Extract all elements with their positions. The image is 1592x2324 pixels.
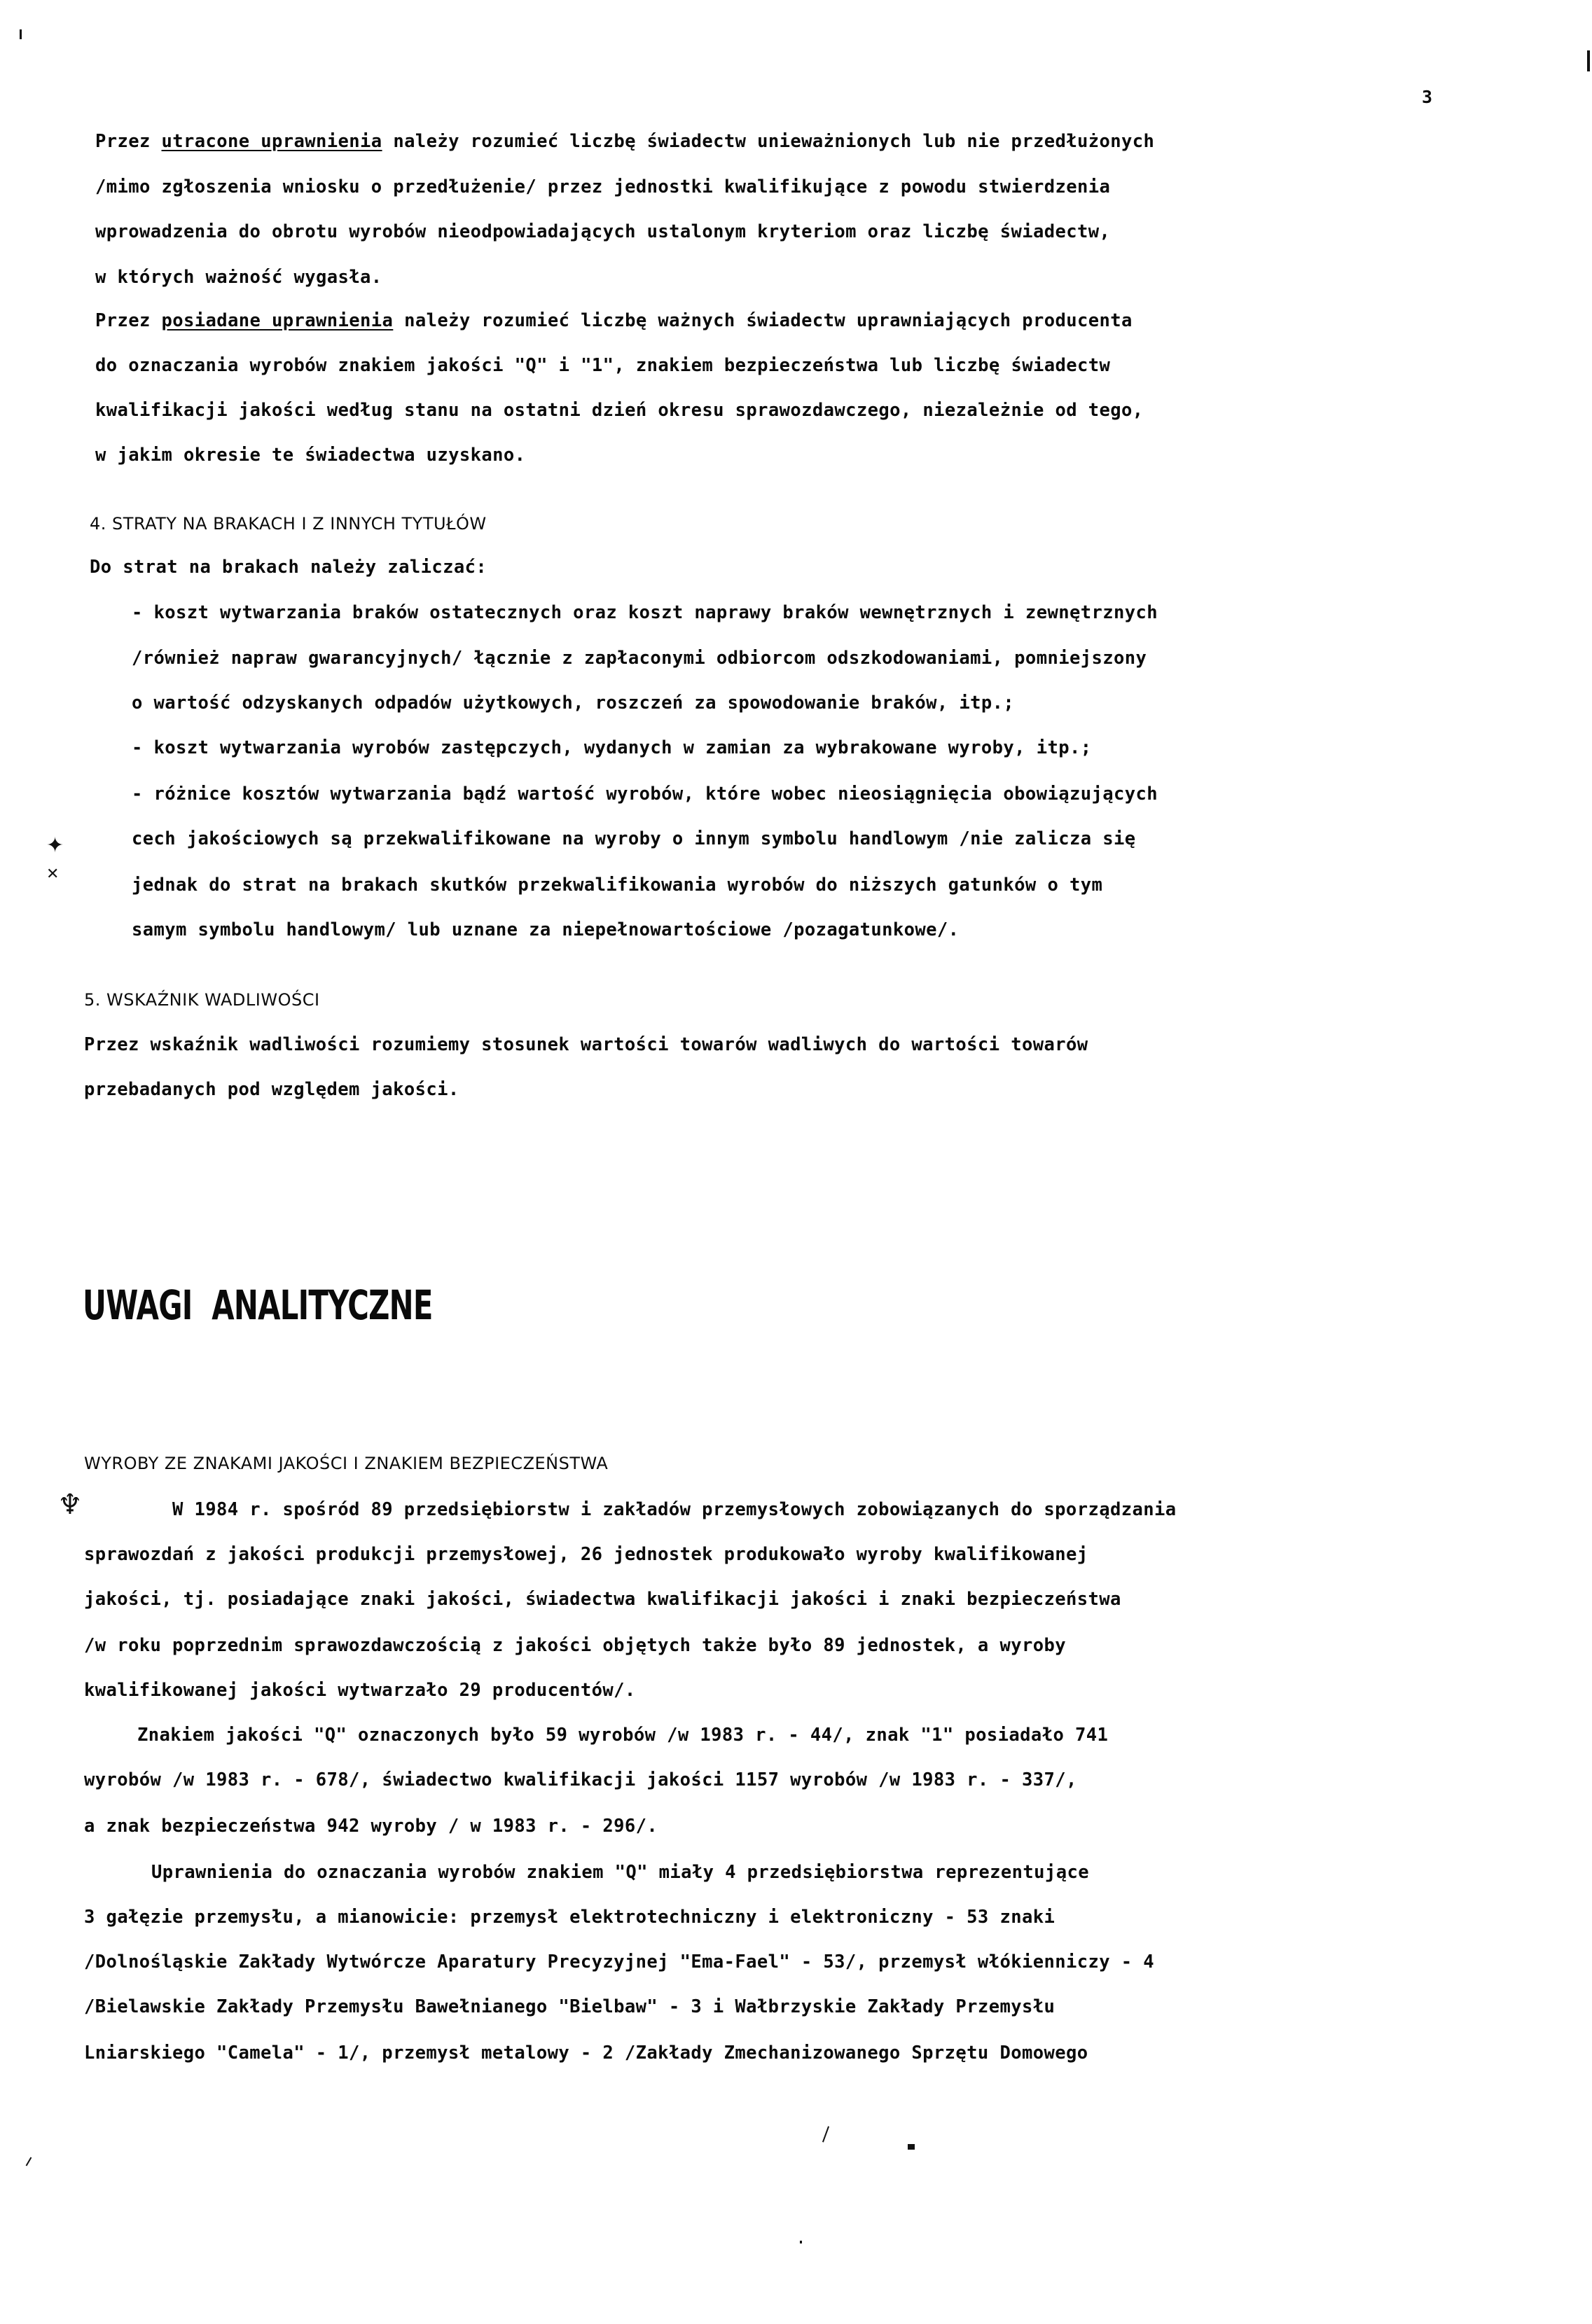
text-line: wyrobów /w 1983 r. - 678/, świadectwo kwalifikacji jakości 1157 wyrobów /w 1983 r. - 337/, [84,1769,1077,1790]
text-line: /Dolnośląskie Zakłady Wytwórcze Aparatury Precyzyjnej "Ema-Fael" - 53/, przemysł włókienniczy - 4 [84,1951,1154,1972]
text-line: samym symbolu handlowym/ lub uznane za niepełnowartościowe /pozagatunkowe/. [132,919,960,940]
text-line: /w roku poprzednim sprawozdawczością z jakości objętych także było 89 jednostek, a wyroby [84,1635,1066,1656]
text-line: Lniarskiego "Camela" - 1/, przemysł metalowy - 2 /Zakłady Zmechanizowanego Sprzętu Domowego [84,2043,1088,2064]
text-line: przebadanych pod względem jakości. [84,1079,459,1100]
scan-speck [908,2144,915,2150]
text-line: /również napraw gwarancyjnych/ łącznie z zapłaconymi odbiorcom odszkodowaniami, pomniejszony [132,648,1147,669]
text-line: w których ważność wygasła. [95,267,382,288]
text-line: kwalifikowanej jakości wytwarzało 29 producentów/. [84,1680,636,1701]
list-item: - koszt wytwarzania wyrobów zastępczych, wydanych w zamian za wybrakowane wyroby, itp.; [132,737,1092,758]
text-line: jednak do strat na brakach skutków przekwalifikowania wyrobów do niższych gatunków o tym [132,875,1103,896]
text-line: /mimo zgłoszenia wniosku o przedłużenie/ przez jednostki kwalifikujące z powodu stwierdzenia [95,176,1111,197]
scan-speck [822,2126,829,2142]
margin-mark: ♆ [57,1489,83,1521]
text-line: /Bielawskie Zakłady Przemysłu Bawełnianego "Bielbaw" - 3 i Wałbrzyskie Zakłady Przemysłu [84,1996,1055,2017]
margin-mark: ✕ [46,865,60,883]
section-4-heading: 4. STRATY NA BRAKACH I Z INNYCH TYTUŁÓW [90,514,487,534]
scan-speck [1587,50,1590,71]
section-5-heading: 5. WSKAŹNIK WADLIWOŚCI [84,990,320,1010]
text-line: Przez wskaźnik wadliwości rozumiemy stosunek wartości towarów wadliwych do wartości towarów [84,1034,1088,1055]
scan-speck [800,2241,802,2243]
list-item: - różnice kosztów wytwarzania bądź wartość wyrobów, które wobec nieosiągnięcia obowiązujących [132,784,1158,805]
defined-term: posiadane uprawnienia [161,310,394,331]
text-line: W 1984 r. spośród 89 przedsiębiorstw i zakładów przemysłowych zobowiązanych do sporządzania [172,1499,1177,1520]
scan-speck [26,2157,32,2166]
analytical-title: UWAGI ANALITYCZNE [83,1281,433,1329]
text-line: a znak bezpieczeństwa 942 wyroby / w 1983 r. - 296/. [84,1816,658,1837]
text-line: Znakiem jakości "Q" oznaczonych było 59 wyrobów /w 1983 r. - 44/, znak "1" posiadało 741 [137,1725,1109,1746]
text-line: sprawozdań z jakości produkcji przemysłowej, 26 jednostek produkowało wyroby kwalifikowanej [84,1544,1088,1565]
scan-speck [20,29,22,39]
text-line: cech jakościowych są przekwalifikowane na wyroby o innym symbolu handlowym /nie zalicza się [132,828,1136,849]
text-line: kwalifikacji jakości według stanu na ostatni dzień okresu sprawozdawczego, niezależnie od tego, [95,400,1144,421]
defined-term: utracone uprawnienia [161,131,382,152]
text-line: o wartość odzyskanych odpadów użytkowych, roszczeń za spowodowanie braków, itp.; [132,693,1015,714]
list-item: - koszt wytwarzania braków ostatecznych oraz koszt naprawy braków wewnętrznych i zewnętrznych [132,602,1158,623]
text-line: Przez posiadane uprawnienia należy rozumieć liczbę ważnych świadectw uprawniających producenta [95,310,1133,331]
text-line: jakości, tj. posiadające znaki jakości, świadectwa kwalifikacji jakości i znaki bezpieczeństwa [84,1589,1121,1610]
text-line: wprowadzenia do obrotu wyrobów nieodpowiadających ustalonym kryteriom oraz liczbę świadectw, [95,221,1111,242]
text-line: 3 gałęzie przemysłu, a mianowicie: przemysł elektrotechniczny i elektroniczny - 53 znaki [84,1907,1055,1928]
text-line: w jakim okresie te świadectwa uzyskano. [95,445,526,466]
text-line: Przez utracone uprawnienia należy rozumieć liczbę świadectw unieważnionych lub nie przedłużonych [95,131,1155,152]
margin-mark: ✦ [46,833,64,858]
text-line: do oznaczania wyrobów znakiem jakości "Q" i "1", znakiem bezpieczeństwa lub liczbę świadectw [95,355,1111,376]
text-line: Do strat na brakach należy zaliczać: [90,557,487,578]
text-line: Uprawnienia do oznaczania wyrobów znakiem "Q" miały 4 przedsiębiorstwa reprezentujące [151,1862,1089,1883]
page-number: 3 [1422,87,1433,107]
analytical-subheading: WYROBY ZE ZNAKAMI JAKOŚCI I ZNAKIEM BEZPIECZEŃSTWA [84,1454,609,1473]
